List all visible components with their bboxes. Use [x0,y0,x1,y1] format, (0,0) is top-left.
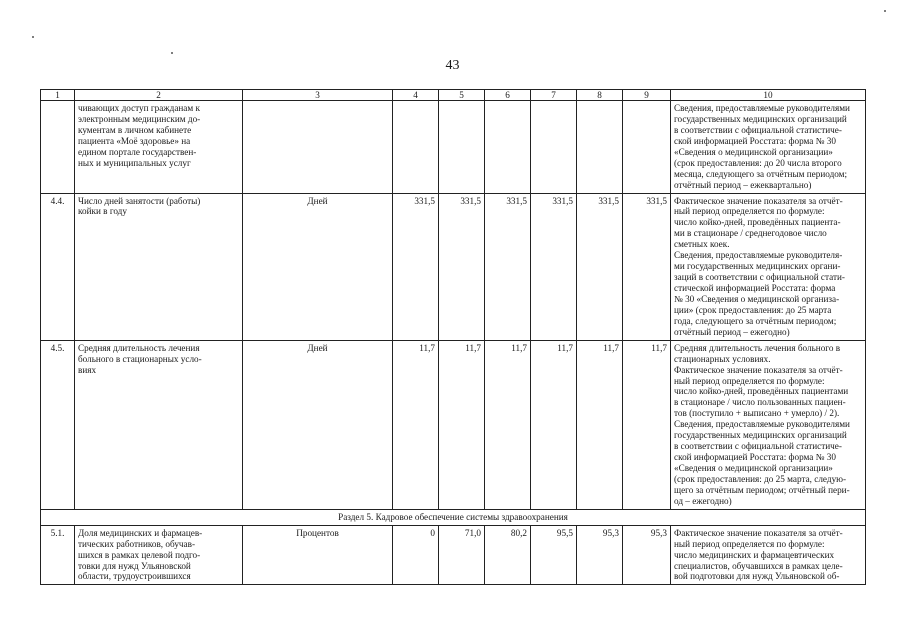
indicator-name-line: койки в году [78,206,127,217]
calculation-method-line: тов (поступило + выписано + умерло) / 2). [674,408,840,419]
indicator-name-line: Доля медицинских и фармацев- [78,527,203,538]
indicator-value [531,101,577,194]
row-number [41,101,75,194]
indicator-name [75,101,243,194]
row-number: 4.4. [41,193,75,340]
table-row [41,340,866,509]
calculation-method-line: (срок предоставления: до 25 марта, следую- [674,473,847,484]
row-number: 4.5. [41,340,75,509]
header-cell: 10 [671,90,866,101]
calculation-method [671,340,866,509]
calculation-method-line: стационарных условиях. [674,353,771,364]
indicator-value: 0 [393,525,439,585]
header-cell: 7 [531,90,577,101]
calculation-method-line: Фактическое значение показателя за отчёт- [674,195,843,206]
table-header-row [41,90,866,101]
unit-of-measure: Дней [243,193,393,340]
indicator-name [75,193,243,340]
calculation-method [671,193,866,340]
indicator-name [75,525,243,585]
indicator-name-line: области, трудоустроившихся [78,571,191,582]
row-number: 5.1. [41,525,75,585]
indicator-value [393,101,439,194]
unit-of-measure: Дней [243,340,393,509]
calculation-method-line: щего за отчётным периодом; отчётный пери- [674,484,850,495]
indicator-value: 11,7 [531,340,577,509]
indicator-value: 11,7 [485,340,531,509]
calculation-method-line: в стационаре / число пользованных пациен- [674,397,846,408]
indicator-value: 331,5 [485,193,531,340]
calculation-method-line: Сведения, предоставляемые руководителями [674,103,850,113]
indicator-name-line: тических работников, обучав- [78,538,196,549]
calculation-method-line: ской информацией Росстата: форма № 30 [674,452,836,463]
calculation-method-line: государственных медицинских организаций [674,430,847,441]
indicator-name-line: виях [78,364,97,375]
header-cell: 3 [243,90,393,101]
indicator-name-line: чивающих доступ гражданам к [78,103,200,113]
calculation-method-line: в соответствии с официальной статистиче- [674,124,842,135]
indicator-value [439,101,485,194]
indicator-value: 331,5 [531,193,577,340]
indicator-value: 95,3 [623,525,671,585]
calculation-method-line: ми государственных медицинских органи- [674,261,841,272]
scan-speck [171,52,173,54]
indicator-name-line: товки для нужд Ульяновской [78,560,191,571]
indicator-value: 95,5 [531,525,577,585]
calculation-method-line: Фактическое значение показателя за отчёт- [674,527,843,538]
section-row [41,509,866,525]
calculation-method-line: года, следующего за отчётным периодом; [674,315,837,326]
indicator-name-line: пациента «Моё здоровье» на [78,135,191,146]
calculation-method-line: ный период определяется по формуле: [674,538,825,549]
calculation-method-line: число койко-дней, проведённых пациентами [674,386,849,397]
table-row [41,525,866,585]
calculation-method-line: сметных коек. [674,239,730,250]
indicator-name-line: едином портале государствен- [78,146,197,157]
table-row [41,101,866,194]
calculation-method-line: число койко-дней, проведённых пациента- [674,217,841,228]
calculation-method-line: ции» (срок предоставления: до 25 марта [674,304,832,315]
indicator-value: 11,7 [577,340,623,509]
unit-of-measure [243,101,393,194]
header-cell: 2 [75,90,243,101]
calculation-method-line: государственных медицинских организаций [674,113,847,124]
indicator-value [577,101,623,194]
calculation-method-line: Фактическое значение показателя за отчёт- [674,364,843,375]
calculation-method-line: стической информацией Росстата: форма [674,283,836,293]
indicator-value: 331,5 [577,193,623,340]
page-number: 43 [445,58,460,73]
indicator-value: 331,5 [393,193,439,340]
calculation-method-line: «Сведения о медицинской организации» [674,146,833,157]
calculation-method-line: ской информацией Росстата: форма № 30 [674,135,836,146]
calculation-method-line: «Сведения о медицинской организации» [674,463,833,473]
indicator-value [485,101,531,194]
calculation-method-line: ный период определяется по формуле: [674,375,825,386]
indicator-value [623,101,671,194]
section-title: Раздел 5. Кадровое обеспечение системы здравоохранения [41,509,866,525]
calculation-method-line: Сведения, предоставляемые руководителями [674,419,850,430]
indicator-name-line: Средняя длительность лечения [78,342,200,353]
indicator-name-line: Число дней занятости (работы) [78,195,201,206]
indicator-value: 95,3 [577,525,623,585]
calculation-method [671,525,866,585]
indicator-value: 80,2 [485,525,531,585]
calculation-method-line: № 30 «Сведения о медицинской организа- [674,293,840,304]
indicator-name-line: кументам в личном кабинете [78,124,192,135]
indicator-value: 11,7 [439,340,485,509]
calculation-method-line: Средняя длительность лечения больного в [674,342,841,353]
scan-speck [32,36,34,38]
calculation-method-line: в соответствии с официальной статистиче- [674,441,842,452]
calculation-method-line: отчётный период – ежеквартально) [674,179,812,190]
calculation-method-line: од – ежегодно) [674,495,732,506]
calculation-method-line: вой подготовки для нужд Ульяновской об- [674,571,840,582]
header-cell: 5 [439,90,485,101]
indicator-value: 11,7 [393,340,439,509]
header-cell: 1 [41,90,75,101]
calculation-method-line: ми в стационаре / среднегодовое число [674,228,827,239]
indicator-value: 11,7 [623,340,671,509]
indicator-name-line: шихся в рамках целевой подго- [78,549,201,560]
calculation-method-line: Сведения, предоставляемые руководителя- [674,250,843,261]
calculation-method-line: число медицинских и фармацевтических [674,549,835,560]
calculation-method-line: специалистов, обучавшихся в рамках целе- [674,560,843,571]
calculation-method-line: отчётный период – ежегодно) [674,326,790,337]
indicator-name-line: электронным медицинским до- [78,113,201,124]
table-row [41,193,866,340]
scan-speck [884,10,886,12]
indicator-value: 331,5 [623,193,671,340]
calculation-method-line: (срок предоставления: до 20 числа второго [674,157,842,168]
calculation-method [671,101,866,194]
indicator-value: 71,0 [439,525,485,585]
indicator-name [75,340,243,509]
header-cell: 9 [623,90,671,101]
indicator-table [40,89,866,585]
header-cell: 8 [577,90,623,101]
indicator-value: 331,5 [439,193,485,340]
indicator-name-line: больного в стационарных усло- [78,353,202,364]
header-cell: 4 [393,90,439,101]
indicator-name-line: ных и муниципальных услуг [78,157,191,168]
header-cell: 6 [485,90,531,101]
unit-of-measure: Процентов [243,525,393,585]
calculation-method-line: заций в соответствии с официальной стати- [674,272,845,283]
calculation-method-line: ный период определяется по формуле: [674,206,825,217]
calculation-method-line: месяца, следующего за отчётным периодом; [674,168,848,179]
